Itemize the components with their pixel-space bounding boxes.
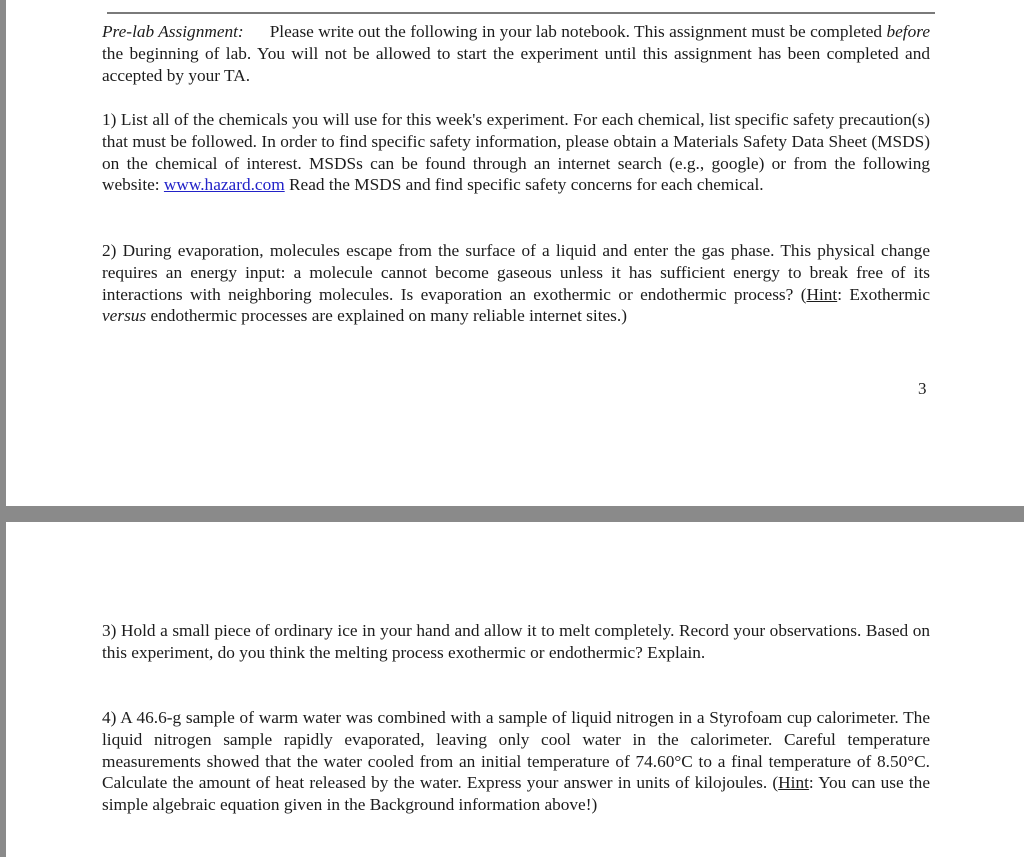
document-page	[6, 0, 1024, 506]
prelab-text-part: Please write out the following in your lab notebook. This assignment must be completed	[269, 22, 887, 41]
hint-label: Hint	[806, 284, 838, 304]
document-page	[6, 522, 1024, 857]
prelab-emphasis: before	[886, 22, 930, 41]
question-2-text: endothermic processes are explained on many reliable internet sites.)	[146, 306, 627, 326]
question-1-text: Read the MSDS and find specific safety concerns for each chemical.	[284, 175, 764, 195]
question-4-text: : You can use the simple algebraic equation given in the Background information above!)	[102, 773, 930, 815]
question-2-text: : Exothermic	[837, 284, 930, 304]
question-4-paragraph	[102, 707, 930, 816]
question-4-text: 4) A 46.6-g sample of warm water was combined with a sample of liquid nitrogen in a Styrofoam cup calorimeter. The liquid nitrogen sample rapidly evaporated, leaving only cool water in the calorimeter. Careful temperature measurements showed that the water cooled from an initial temperature of 74.60°C to a final temperature of 8.50°C. Calculate the amount of heat released by the water. Express your answer in units of kilojoules. (	[102, 708, 930, 793]
question-2-paragraph	[102, 240, 930, 327]
hazard-website-link[interactable]: www.hazard.com	[163, 175, 285, 195]
question-1-paragraph	[102, 109, 930, 196]
question-2-text: 2) During evaporation, molecules escape from the surface of a liquid and enter the gas phase. This physical change requires an energy input: a molecule cannot become gaseous unless it has sufficient energy to break free of its interactions with neighboring molecules. Is evaporation an exothermic or endothermic process? (	[102, 241, 930, 304]
prelab-assignment-paragraph	[102, 21, 930, 86]
prelab-label: Pre-lab Assignment:	[102, 22, 244, 41]
hint-label: Hint	[778, 773, 809, 793]
prelab-text-part: the beginning of lab. You will not be allowed to start the experiment until this assignment has been completed and accepted by your TA.	[102, 43, 930, 85]
top-rule	[107, 12, 935, 14]
page-number: 3	[918, 379, 927, 398]
question-1-text: 1) List all of the chemicals you will use for this week's experiment. For each chemical, list specific safety precaution(s) that must be followed. In order to find specific safety information, please obtain a Materials Safety Data Sheet (MSDS) on the chemical of interest. MSDSs can be found through an internet search (e.g., google) or from the following website:	[102, 110, 930, 195]
question-2-emphasis: versus	[102, 306, 147, 326]
question-3-paragraph: 3) Hold a small piece of ordinary ice in your hand and allow it to melt completely. Record your observations. Based on this experiment, do you think the melting process exothermic or endothermic? Explain.	[102, 621, 930, 662]
